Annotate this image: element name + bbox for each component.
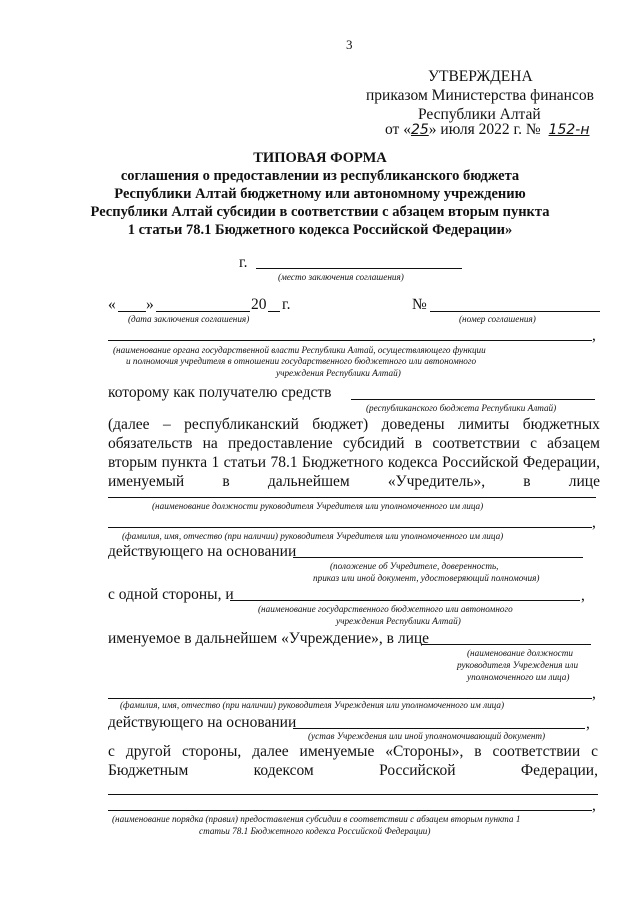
justified-word: вторым bbox=[108, 454, 158, 471]
place-prefix: г. bbox=[239, 254, 248, 271]
recipient-caption: (республиканского бюджета Республики Алтай) bbox=[366, 403, 557, 413]
place-caption: (место заключения соглашения) bbox=[278, 272, 404, 282]
date-close-quote: » bbox=[146, 296, 154, 313]
institution-head-fio-comma: , bbox=[592, 685, 596, 702]
justified-word: абзацем bbox=[547, 435, 600, 452]
paragraph-1-line-2 bbox=[108, 435, 600, 453]
paragraph-1-line-4 bbox=[108, 473, 600, 491]
approval-date-middle: » июля 2022 г. № bbox=[428, 121, 541, 138]
head-position-caption: (наименование должности руководителя Учредителя или уполномоченного им лица) bbox=[152, 501, 484, 511]
institution-basis-field[interactable] bbox=[293, 728, 585, 729]
number-caption: (номер соглашения) bbox=[459, 314, 536, 324]
approval-date-prefix: от « bbox=[385, 121, 411, 138]
justified-word: обязательств bbox=[108, 435, 193, 452]
justified-word: бюджет) bbox=[312, 416, 369, 433]
justified-word: республиканский bbox=[184, 416, 299, 433]
head-fio-caption: (фамилия, имя, отчество (при наличии) руководителя Учредителя или уполномоченного им лица) bbox=[122, 531, 504, 541]
basis-caption-1: (положение об Учредителе, доверенность, bbox=[330, 561, 499, 571]
recipient-field[interactable] bbox=[351, 399, 595, 400]
recipient-prefix: которому как получателю средств bbox=[108, 384, 332, 401]
justified-word: 1 bbox=[211, 454, 220, 471]
approval-ministry: приказом Министерства финансов bbox=[366, 87, 594, 104]
institution-head-fio-field[interactable] bbox=[108, 698, 592, 699]
justified-word: кодекса bbox=[387, 454, 438, 471]
justified-word: Российской bbox=[442, 454, 519, 471]
paragraph-2-line-1 bbox=[108, 743, 598, 761]
organ-caption-1: (наименование органа государственной власти Республики Алтай, осуществляющего функции bbox=[113, 345, 486, 355]
organ-caption-3: учреждения Республики Алтай) bbox=[276, 368, 401, 378]
justified-word: на bbox=[202, 435, 218, 452]
justified-word: доведены bbox=[381, 416, 445, 433]
justified-word: другой bbox=[125, 743, 172, 760]
institution-named-label: именуемое в дальнейшем «Учреждение», в лице bbox=[108, 630, 430, 647]
order-caption-1: (наименование порядка (правил) предоставления субсидии в соответствии с абзацем вторым пункта 1 bbox=[112, 814, 521, 824]
inst-acting-basis-label: действующего на основании bbox=[108, 714, 297, 731]
form-subtitle-3: Республики Алтай субсидии в соответствии с абзацем вторым пункта bbox=[90, 204, 550, 220]
justified-word: именуемые bbox=[299, 743, 375, 760]
form-subtitle-1: соглашения о предоставлении из республиканского бюджета bbox=[120, 168, 520, 184]
inst-fio-caption: (фамилия, имя, отчество (при наличии) руководителя Учреждения или уполномоченного им лица) bbox=[120, 700, 505, 710]
organ-name-comma: , bbox=[592, 327, 596, 344]
inst-position-caption-2: руководителя Учреждения или bbox=[457, 660, 579, 670]
date-day-field[interactable] bbox=[118, 311, 146, 312]
head-fio-field[interactable] bbox=[108, 527, 592, 528]
institution-name-comma: , bbox=[581, 587, 585, 604]
justified-word: в bbox=[414, 435, 423, 452]
number-sign: № bbox=[412, 296, 427, 313]
paragraph-1-line-3 bbox=[108, 454, 600, 472]
justified-word: далее bbox=[252, 743, 289, 760]
head-position-field[interactable] bbox=[108, 497, 596, 498]
justified-word: с bbox=[108, 743, 115, 760]
organ-caption-2: и полномочия учредителя в отношении государственного бюджетного или автономного bbox=[126, 356, 477, 366]
order-caption-2: статьи 78.1 Бюджетного кодекса Российской Федерации) bbox=[199, 826, 431, 836]
justified-word: дальнейшем bbox=[267, 473, 350, 490]
page-number: 3 bbox=[346, 37, 353, 52]
order-name-field-2[interactable] bbox=[108, 810, 592, 811]
justified-word: «Учредитель», bbox=[387, 473, 486, 490]
justified-word: (далее bbox=[108, 416, 150, 433]
form-subtitle-2: Республики Алтай бюджетному или автономному учреждению bbox=[114, 186, 526, 202]
form-title: ТИПОВАЯ ФОРМА bbox=[253, 150, 387, 166]
head-fio-comma: , bbox=[592, 514, 596, 531]
justified-word: статьи bbox=[223, 454, 267, 471]
institution-head-position-field[interactable] bbox=[421, 644, 591, 645]
institution-basis-comma: , bbox=[586, 715, 590, 732]
organ-name-field[interactable] bbox=[108, 340, 592, 341]
institution-caption-2: учреждения Республики Алтай) bbox=[336, 616, 461, 626]
justified-word: бюджетных bbox=[522, 416, 600, 433]
basis-caption-2: приказ или иной документ, удостоверяющий полномочия) bbox=[313, 573, 540, 583]
order-name-field-1[interactable] bbox=[108, 794, 598, 795]
inst-basis-caption: (устав Учреждения или иной уполномочивающий документ) bbox=[308, 731, 546, 741]
institution-name-field[interactable] bbox=[230, 600, 580, 601]
head-basis-field[interactable] bbox=[293, 557, 583, 558]
justified-word: в bbox=[474, 743, 482, 760]
date-year-field[interactable] bbox=[268, 311, 280, 312]
date-caption: (дата заключения соглашения) bbox=[128, 314, 250, 324]
justified-word: лице bbox=[568, 473, 600, 490]
paragraph-2-line-2 bbox=[108, 762, 598, 780]
date-year: 20 bbox=[251, 296, 267, 313]
justified-word: пункта bbox=[161, 454, 208, 471]
justified-word: в bbox=[222, 473, 230, 490]
institution-caption-1: (наименование государственного бюджетного или автономного bbox=[258, 604, 513, 614]
form-subtitle-4: 1 статьи 78.1 Бюджетного кодекса Российской Федерации» bbox=[127, 222, 513, 238]
order-name-comma: , bbox=[592, 797, 596, 814]
one-side-label: с одной стороны, и bbox=[108, 586, 234, 603]
justified-word: субсидий bbox=[342, 435, 405, 452]
justified-word: соответствии bbox=[432, 435, 520, 452]
justified-word: с bbox=[530, 435, 537, 452]
justified-word: предоставление bbox=[227, 435, 333, 452]
approval-region: Республики Алтай bbox=[418, 106, 541, 123]
paragraph-1-line-1 bbox=[108, 416, 600, 434]
date-open-quote: « bbox=[108, 296, 116, 313]
inst-position-caption-3: уполномоченного им лица) bbox=[467, 672, 570, 682]
justified-word: – bbox=[162, 416, 171, 433]
justified-word: лимиты bbox=[458, 416, 510, 433]
acting-basis-label: действующего на основании bbox=[108, 543, 297, 560]
approval-order-number: 152-н bbox=[548, 122, 590, 138]
justified-word: Бюджетного bbox=[301, 454, 384, 471]
justified-word: в bbox=[523, 473, 531, 490]
justified-word: Федерации, bbox=[522, 454, 600, 471]
agreement-number-field[interactable] bbox=[430, 311, 600, 312]
justified-word: «Стороны», bbox=[385, 743, 464, 760]
justified-word: 78.1 bbox=[270, 454, 298, 471]
approval-date bbox=[385, 121, 593, 139]
approval-date-day: 25 bbox=[410, 122, 429, 138]
inst-position-caption-1: (наименование должности bbox=[467, 648, 573, 658]
justified-word: Федерации, bbox=[520, 762, 598, 779]
justified-word: Бюджетным bbox=[108, 762, 189, 779]
justified-word: именуемый bbox=[108, 473, 185, 490]
date-year-suffix: г. bbox=[282, 296, 291, 313]
justified-word: кодексом bbox=[253, 762, 314, 779]
approval-heading: УТВЕРЖДЕНА bbox=[428, 68, 533, 85]
place-field[interactable] bbox=[256, 268, 462, 269]
justified-word: соответствии bbox=[492, 743, 581, 760]
justified-word: Российской bbox=[379, 762, 456, 779]
justified-word: стороны, bbox=[181, 743, 242, 760]
justified-word: с bbox=[591, 743, 598, 760]
date-month-field[interactable] bbox=[156, 311, 250, 312]
